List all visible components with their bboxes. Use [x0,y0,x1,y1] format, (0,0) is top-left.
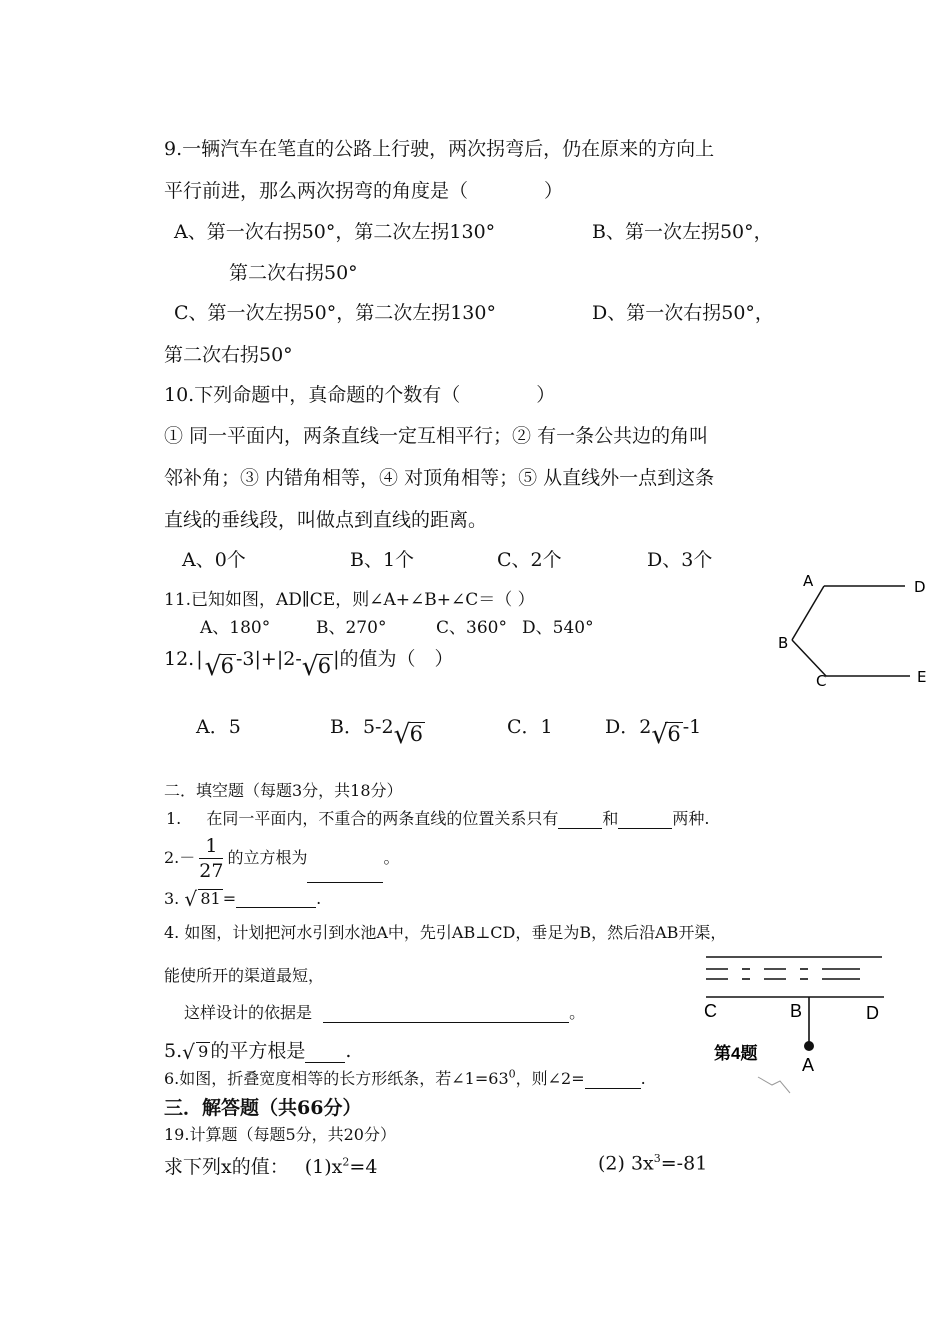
fill6: 6.如图，折叠宽度相等的长方形纸条，若$\angle 1=63^0$，则∠2= . [164,1067,646,1088]
fill4-line2: 能使所开的渠道最短， [164,966,325,985]
q11-option-c: C、360° [436,618,507,638]
q19-title: 19.计算题（每题5分，共20分） [164,1125,396,1144]
q10-option-d: D、3个 [647,549,713,571]
sqrt-6: √ 6 [205,654,236,678]
fill5: 5.√ 9 的平方根是 . [164,1036,351,1063]
label-d: D [866,1003,879,1023]
q9-line1: 9.一辆汽车在笔直的公路上行驶，两次拐弯后，仍在原来的方向上 [164,138,715,160]
fill2: 2.－ $\frac{1}{27}$ 的立方根为 。 [164,835,400,882]
q10-line3: 直线的垂线段，叫做点到直线的距离。 [164,509,488,531]
label-a: A [803,572,814,590]
q9-option-d-cont: 第二次右拐50° [164,344,293,366]
q11-figure [770,568,940,693]
label-b: B [790,1001,803,1021]
section3-title: 三．解答题（共66分） [164,1097,362,1119]
q19-part2: (2) $3x^3=-81$ [598,1152,708,1175]
q11-option-b: B、270° [316,618,387,638]
fill1-blank1[interactable] [558,828,602,829]
q10-option-b: B、1个 [350,549,415,571]
sqrt-9: √ 9 [182,1042,210,1061]
fill4-figure [700,945,895,1095]
q10-line1: ① 同一平面内，两条直线一定互相平行；② 有一条公共边的角叫 [164,425,709,447]
sqrt-6: √ 6 [394,722,425,746]
river-waves [706,969,860,979]
q12-option-a: A．5 [196,716,241,738]
point-a [804,1041,814,1051]
fill2-blank[interactable] [307,882,383,883]
line-bc [792,640,826,676]
fill4-blank[interactable] [323,1022,569,1023]
fill5-blank[interactable] [305,1062,345,1063]
q10-option-c: C、2个 [497,549,562,571]
q10-stem: 10.下列命题中，真命题的个数有（ ） [164,384,556,406]
sqrt-6: √ 6 [651,722,682,746]
fill3-blank[interactable] [236,907,316,908]
q10-line2: 邻补角；③ 内错角相等，④ 对顶角相等；⑤ 从直线外一点到这条 [164,467,715,489]
fraction-1-27: $\frac{1}{27}$ [199,835,224,882]
q12-option-d: D．2√ 6 -1 [605,712,701,739]
q10-option-a: A、0个 [182,549,246,571]
label-d: D [914,578,926,596]
q19-ask: 求下列x的值： $(1)x^2=4$ [164,1155,378,1178]
label-c: C [816,672,827,690]
q9-line2: 平行前进，那么两次拐弯的角度是（ ） [164,180,564,202]
sqrt-81: √ 81 [184,889,222,908]
q9-option-b-cont: 第二次右拐50° [229,262,358,284]
q12-number: 12. [164,648,195,670]
fill4-line1: 4. 如图，计划把河水引到水池A中，先引AB⊥CD，垂足为B，然后沿AB开渠， [164,923,727,942]
fill6-blank[interactable] [585,1088,641,1089]
label-c: C [704,1001,717,1021]
sqrt-6: √ 6 [302,654,333,678]
q11-option-d: D、540° [522,618,594,638]
q9-option-d: D、第一次右拐50°， [592,302,774,324]
fill4-line3: 这样设计的依据是 。 [184,1003,586,1022]
fig-caption: 第4题 [714,1044,758,1063]
label-e: E [917,668,927,686]
label-b: B [778,634,789,652]
q11-stem: 11.已知如图，AD∥CE，则∠A+∠B+∠C＝（ ） [164,590,535,610]
fill1-blank2[interactable] [618,828,672,829]
fill3: 3. √ 81 = . [164,889,321,908]
q12-option-b: B．5-2√ 6 [330,712,425,739]
section2-title: 二．填空题（每题3分，共18分） [164,781,403,800]
q9-option-a: A、第一次右拐50°，第二次左拐130° [174,221,496,243]
q12-expression: 12. |√ 6 -3|+|2-√ 6 |的值为（ ） [164,644,454,671]
q9-option-c: C、第一次左拐50°，第二次左拐130° [174,302,496,324]
decorative-squiggle [758,1077,790,1093]
line-ab [792,586,824,640]
label-a: A [802,1055,815,1075]
q9-option-b: B、第一次左拐50°， [592,221,773,243]
fill1: 1. 在同一平面内，不重合的两条直线的位置关系只有 和 两种. [166,809,710,828]
q11-option-a: A、180° [200,618,271,638]
q12-option-c: C．1 [507,716,553,738]
